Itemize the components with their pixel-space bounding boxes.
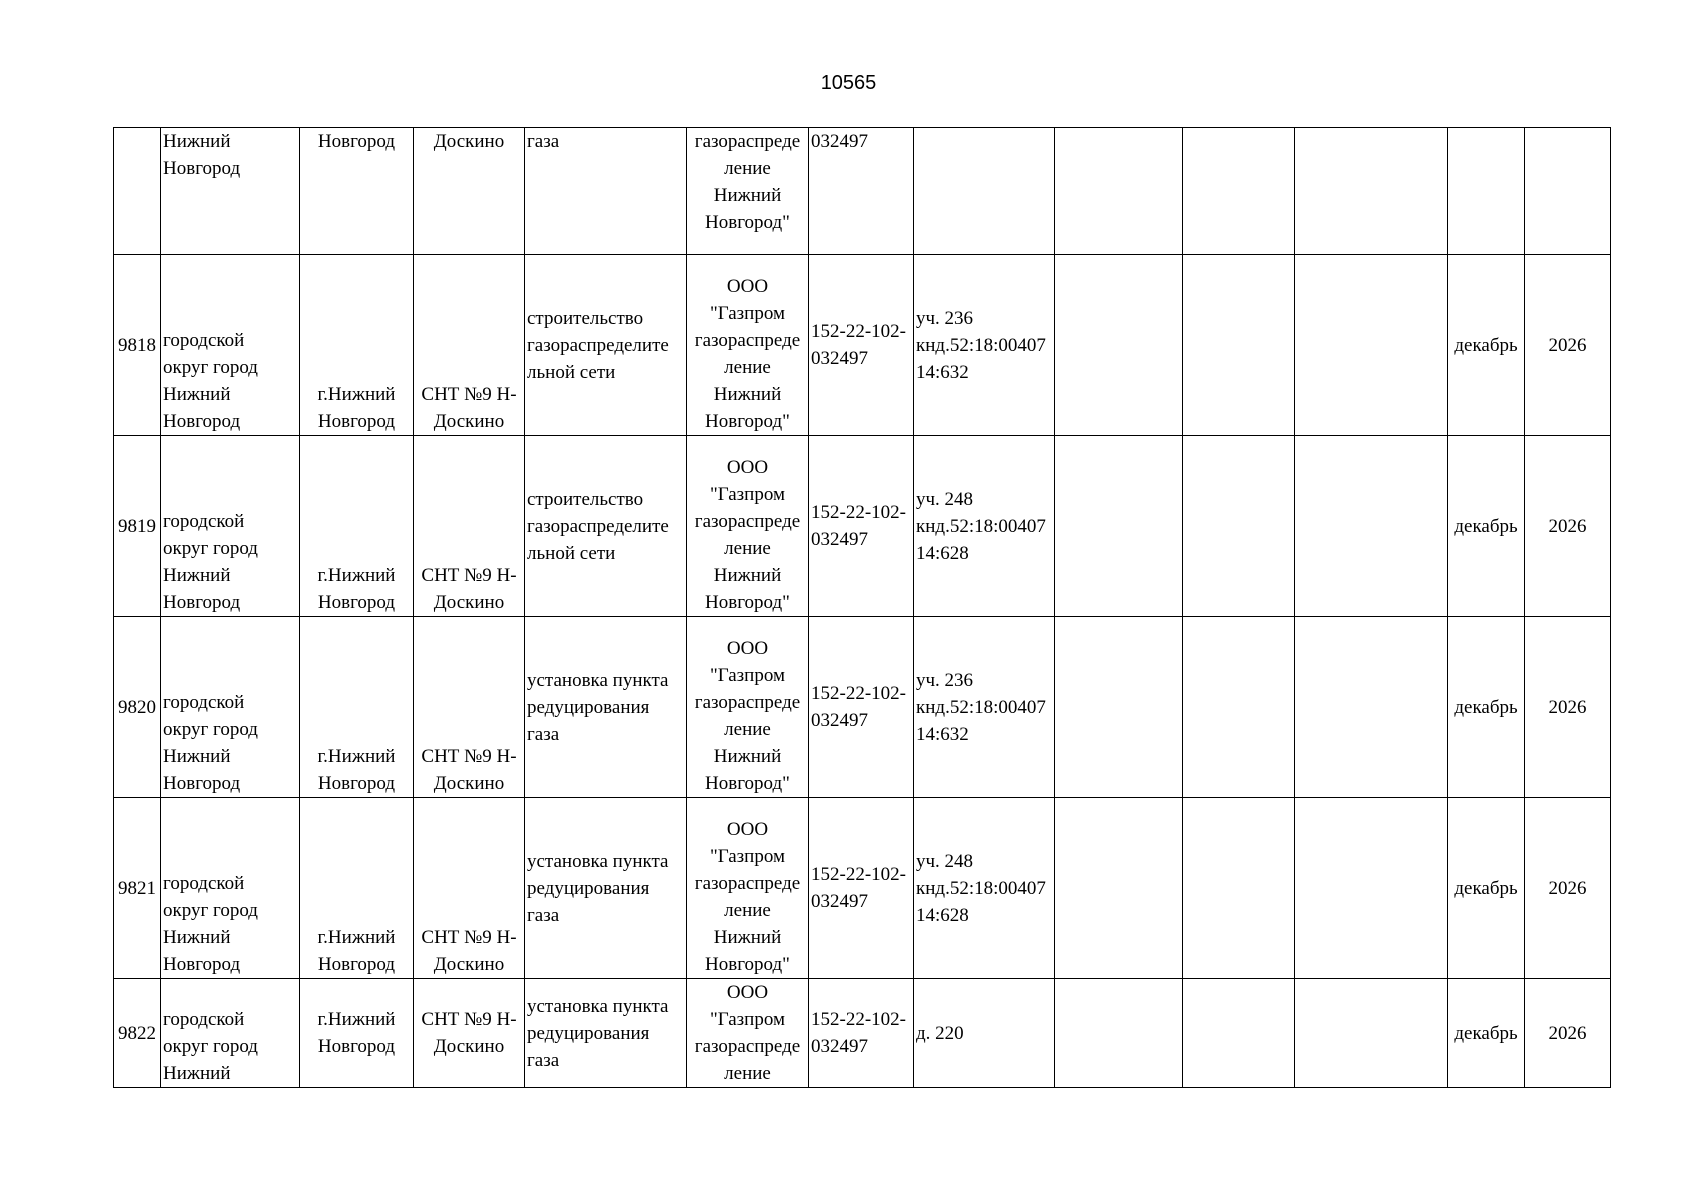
cell-settlement: г.Нижний Новгород	[300, 798, 414, 979]
cell-empty	[1183, 617, 1295, 798]
cell-month	[1448, 128, 1525, 255]
cell-empty	[1183, 128, 1295, 255]
table-row	[114, 617, 1611, 798]
cell-empty	[1055, 979, 1183, 1088]
cell-locality: СНТ №9 Н- Доскино	[414, 436, 525, 617]
cell-number: 9818	[114, 255, 161, 436]
cell-organization: ООО "Газпром газораспреде ление	[687, 979, 809, 1088]
cell-work-type: установка пункта редуцирования газа	[525, 979, 687, 1088]
cell-license: 152-22-102- 032497	[809, 979, 914, 1088]
table-row-continuation	[114, 128, 1611, 255]
cell-work-type: строительство газораспределите льной сети	[525, 255, 687, 436]
cell-empty	[1055, 617, 1183, 798]
cell-locality: СНТ №9 Н- Доскино	[414, 255, 525, 436]
cell-number: 9820	[114, 617, 161, 798]
cell-license: 032497	[809, 128, 914, 255]
cell-month: декабрь	[1448, 798, 1525, 979]
cell-locality: СНТ №9 Н- Доскино	[414, 979, 525, 1088]
cell-empty	[1295, 798, 1448, 979]
cell-number: 9822	[114, 979, 161, 1088]
table-row	[114, 255, 1611, 436]
cell-year: 2026	[1525, 436, 1611, 617]
cell-empty	[1295, 617, 1448, 798]
cell-empty	[1183, 798, 1295, 979]
cell-organization: газораспреде ление Нижний Новгород"	[687, 128, 809, 255]
cell-license: 152-22-102- 032497	[809, 617, 914, 798]
cell-empty	[1183, 979, 1295, 1088]
cell-license: 152-22-102- 032497	[809, 255, 914, 436]
cell-number: 9819	[114, 436, 161, 617]
cell-address: д. 220	[914, 979, 1055, 1088]
cell-municipality: городской округ город Нижний	[161, 979, 300, 1088]
cell-locality: Доскино	[414, 128, 525, 255]
cell-address: уч. 236 кнд.52:18:00407 14:632	[914, 255, 1055, 436]
cell-number: 9821	[114, 798, 161, 979]
cell-license: 152-22-102- 032497	[809, 798, 914, 979]
cell-organization: ООО "Газпром газораспреде ление Нижний Новгород"	[687, 436, 809, 617]
table-row	[114, 436, 1611, 617]
cell-empty	[1055, 798, 1183, 979]
cell-address: уч. 248 кнд.52:18:00407 14:628	[914, 798, 1055, 979]
cell-work-type: установка пункта редуцирования газа	[525, 617, 687, 798]
cell-empty	[1295, 255, 1448, 436]
cell-empty	[1055, 128, 1183, 255]
cell-municipality: городской округ город Нижний Новгород	[161, 798, 300, 979]
cell-empty	[1295, 128, 1448, 255]
cell-month: декабрь	[1448, 255, 1525, 436]
cell-address	[914, 128, 1055, 255]
cell-municipality: городской округ город Нижний Новгород	[161, 436, 300, 617]
cell-empty	[1183, 255, 1295, 436]
cell-year: 2026	[1525, 617, 1611, 798]
cell-empty	[1055, 255, 1183, 436]
cell-settlement: г.Нижний Новгород	[300, 979, 414, 1088]
cell-month: декабрь	[1448, 979, 1525, 1088]
page-number: 10565	[820, 72, 877, 94]
table-row	[114, 798, 1611, 979]
cell-year: 2026	[1525, 979, 1611, 1088]
cell-settlement: г.Нижний Новгород	[300, 255, 414, 436]
cell-municipality: Нижний Новгород	[161, 128, 300, 255]
cell-year: 2026	[1525, 798, 1611, 979]
cell-organization: ООО "Газпром газораспреде ление Нижний Новгород"	[687, 255, 809, 436]
cell-settlement: г.Нижний Новгород	[300, 436, 414, 617]
cell-settlement: Новгород	[300, 128, 414, 255]
cell-empty	[1183, 436, 1295, 617]
cell-license: 152-22-102- 032497	[809, 436, 914, 617]
cell-empty	[1295, 436, 1448, 617]
cell-empty	[1295, 979, 1448, 1088]
cell-empty	[1055, 436, 1183, 617]
cell-month: декабрь	[1448, 436, 1525, 617]
cell-work-type: строительство газораспределите льной сети	[525, 436, 687, 617]
cell-year: 2026	[1525, 255, 1611, 436]
cell-work-type: газа	[525, 128, 687, 255]
cell-address: уч. 248 кнд.52:18:00407 14:628	[914, 436, 1055, 617]
cell-year	[1525, 128, 1611, 255]
cell-municipality: городской округ город Нижний Новгород	[161, 255, 300, 436]
cell-settlement: г.Нижний Новгород	[300, 617, 414, 798]
works-table	[113, 127, 1611, 1088]
cell-organization: ООО "Газпром газораспреде ление Нижний Новгород"	[687, 798, 809, 979]
cell-municipality: городской округ город Нижний Новгород	[161, 617, 300, 798]
cell-work-type: установка пункта редуцирования газа	[525, 798, 687, 979]
cell-month: декабрь	[1448, 617, 1525, 798]
cell-number	[114, 128, 161, 255]
cell-address: уч. 236 кнд.52:18:00407 14:632	[914, 617, 1055, 798]
cell-locality: СНТ №9 Н- Доскино	[414, 798, 525, 979]
table-row	[114, 979, 1611, 1088]
cell-organization: ООО "Газпром газораспреде ление Нижний Новгород"	[687, 617, 809, 798]
cell-locality: СНТ №9 Н- Доскино	[414, 617, 525, 798]
